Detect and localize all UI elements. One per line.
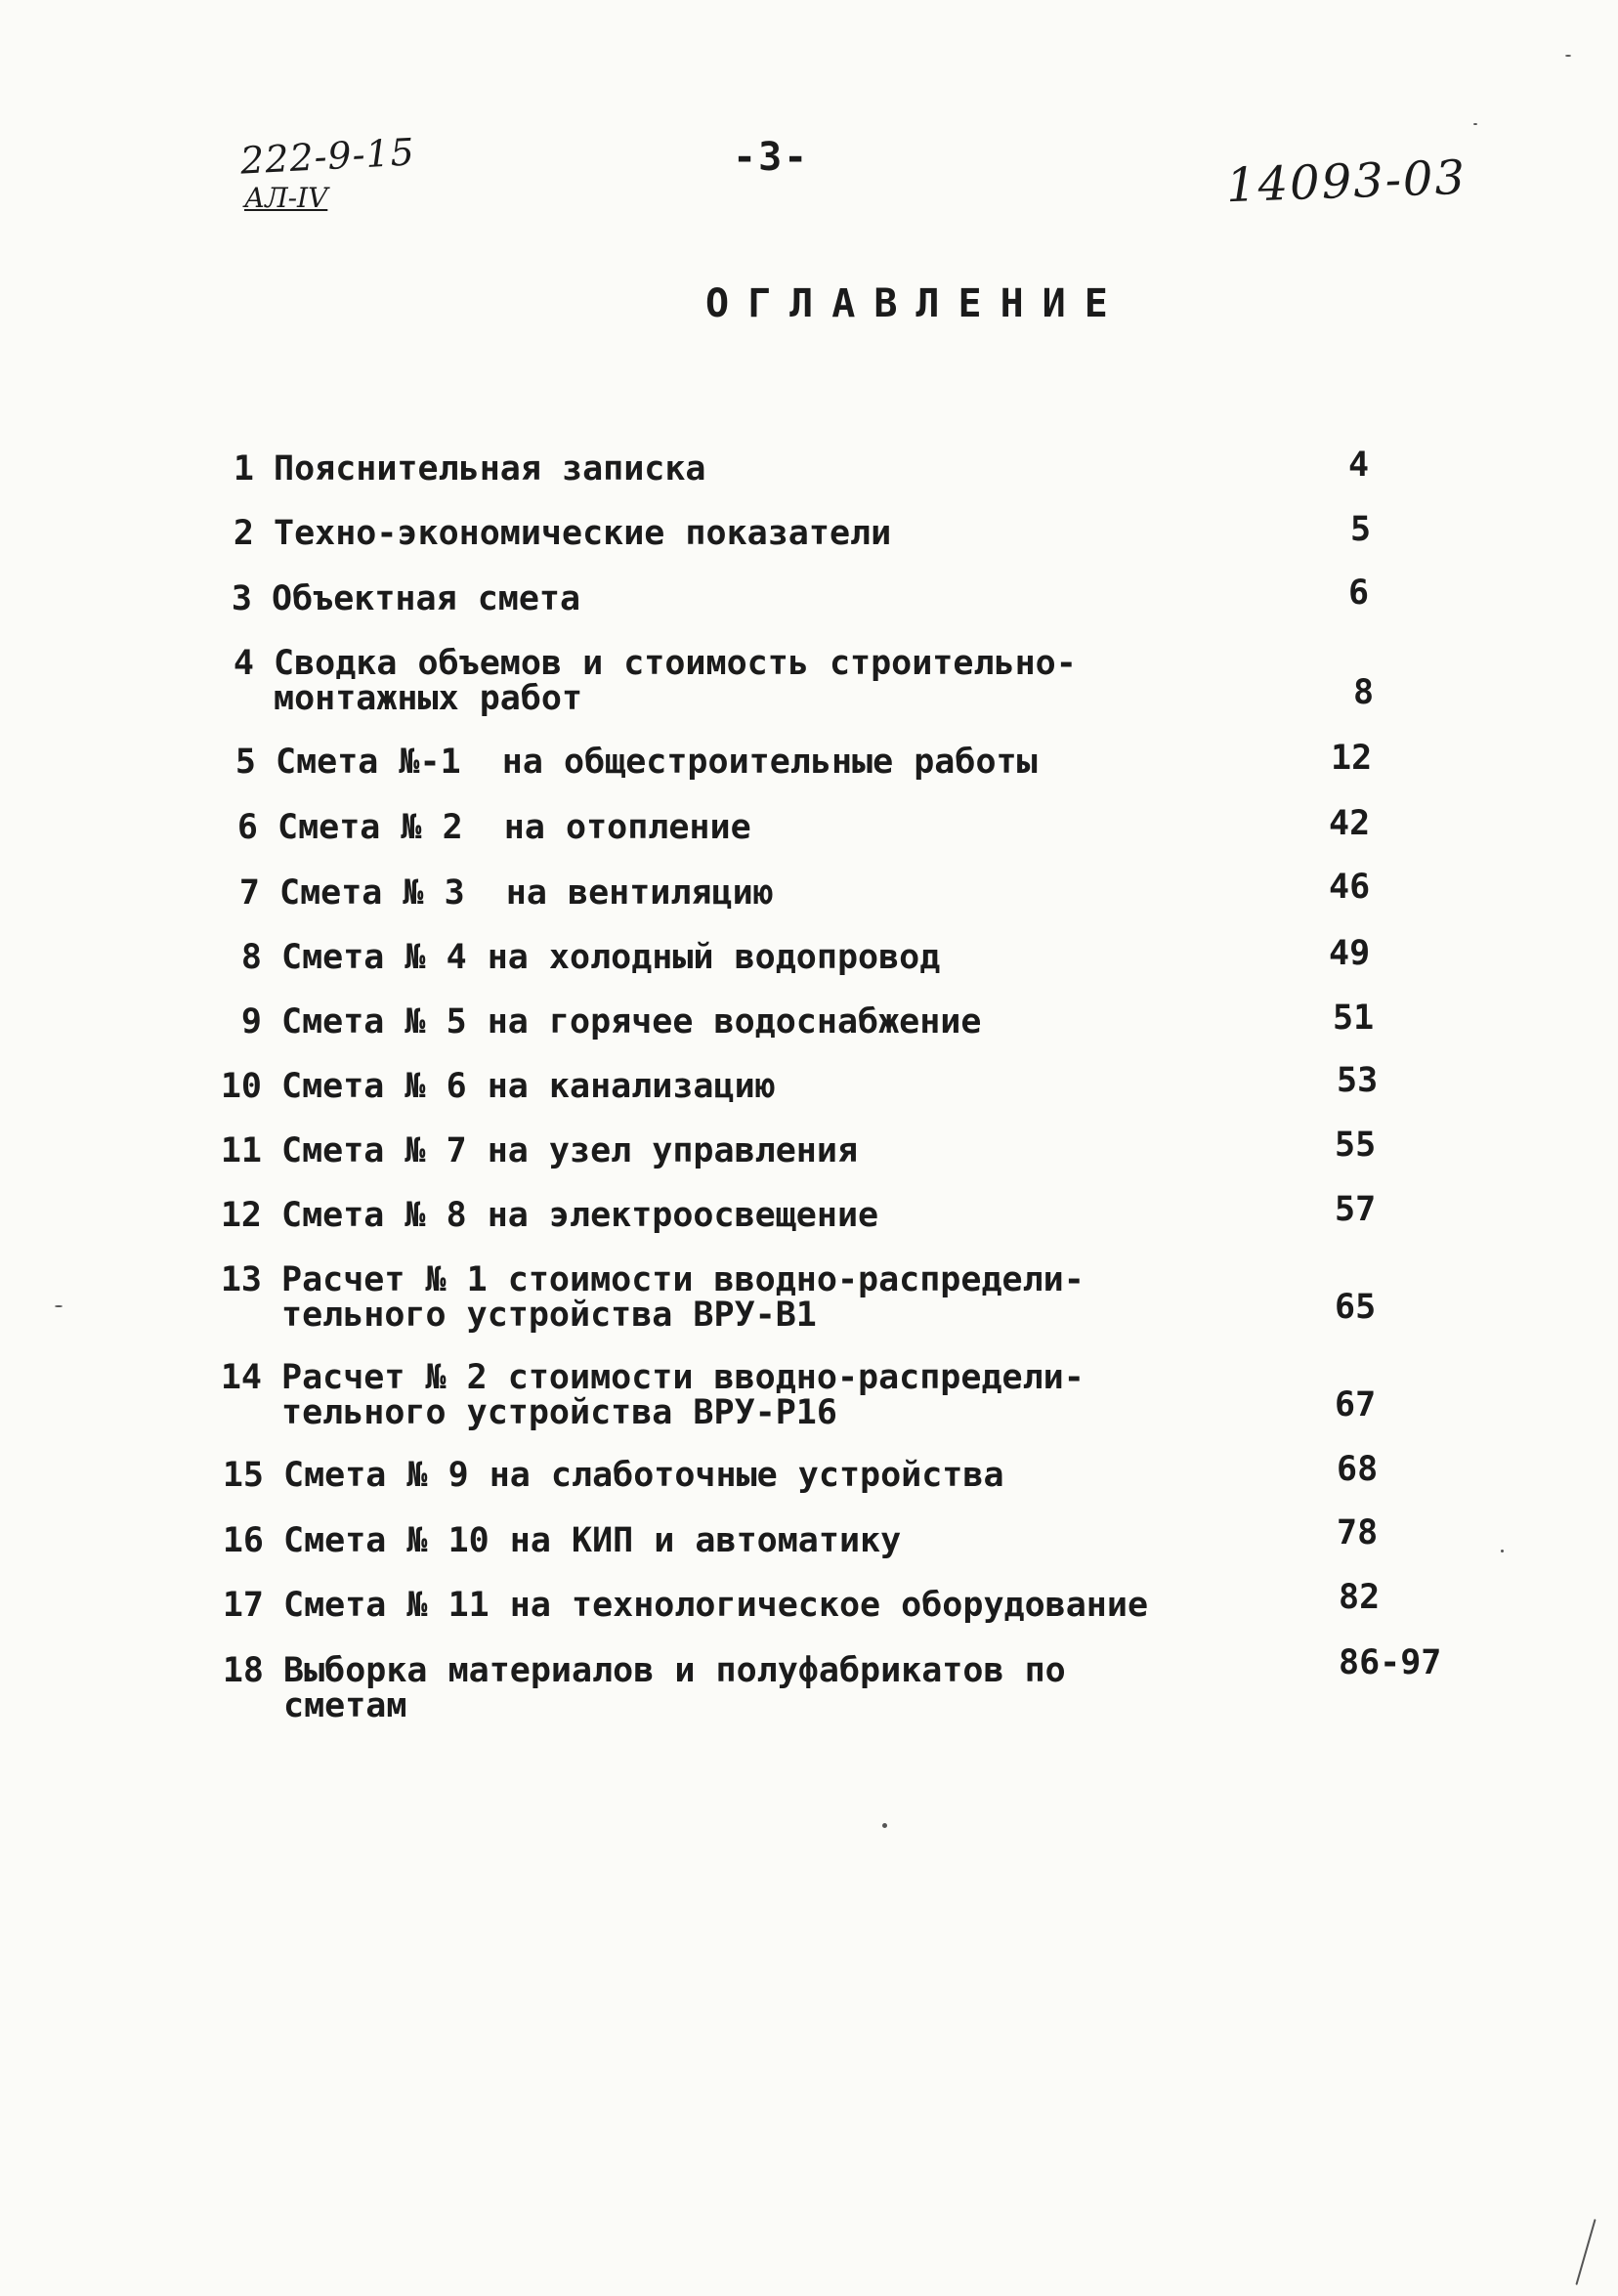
scan-speck: [55, 1305, 63, 1307]
toc-item-title: Смета № 3 на вентиляцию: [279, 873, 774, 913]
toc-item-title: Пояснительная записка: [274, 449, 706, 489]
toc-item-title: Объектная смета: [272, 579, 581, 618]
toc-item-page: 51: [1333, 999, 1375, 1038]
toc-item-page: 67: [1335, 1385, 1377, 1424]
toc-item-number: 12: [220, 1196, 262, 1235]
toc-item-title: Смета № 5 на горячее водоснабжение: [281, 1002, 982, 1042]
toc-item-number: 17: [222, 1586, 264, 1625]
toc-item-number: 4: [233, 644, 254, 683]
toc-item-page: 12: [1331, 739, 1373, 778]
toc-item-title: Сводка объемов и стоимость строительно- монтажных работ: [274, 644, 1077, 718]
scan-speck: [1501, 1550, 1504, 1552]
toc-item-number: 14: [220, 1358, 262, 1397]
scan-speck: [1473, 123, 1477, 125]
toc-item-number: 7: [238, 873, 260, 913]
toc-item-page: 55: [1335, 1126, 1377, 1165]
toc-item-page: 82: [1339, 1578, 1381, 1617]
toc-item-number: 18: [222, 1651, 264, 1690]
scan-speck: [1565, 55, 1571, 57]
toc-title: ОГЛАВЛЕНИЕ: [705, 281, 1127, 326]
toc-item-number: 6: [236, 808, 258, 847]
toc-item-number: 15: [222, 1456, 264, 1495]
toc-item-number: 16: [222, 1521, 264, 1560]
page-number: -3-: [733, 135, 810, 180]
scan-speck: [1575, 2219, 1596, 2285]
toc-item-number: 2: [233, 514, 254, 553]
toc-item-title: Смета № 4 на холодный водопровод: [281, 938, 941, 977]
toc-item-number: 5: [234, 743, 256, 782]
toc-item-title: Расчет № 2 стоимости вводно-распредели- тельного устройства ВРУ-Р16: [281, 1358, 1085, 1432]
toc-item-number: 8: [240, 938, 262, 977]
document-code-left: 222-9-15: [238, 130, 416, 183]
toc-item-title: Выборка материалов и полуфабрикатов по сметам: [283, 1651, 1066, 1725]
toc-item-number: 11: [220, 1131, 262, 1170]
toc-item-title: Смета № 10 на КИП и автоматику: [283, 1521, 902, 1560]
toc-item-number: 13: [220, 1260, 262, 1299]
toc-item-title: Смета № 6 на канализацию: [281, 1067, 776, 1106]
toc-item-page: 6: [1348, 574, 1370, 613]
toc-item-number: 9: [240, 1002, 262, 1042]
toc-item-number: 3: [231, 579, 252, 618]
toc-item-title: Смета № 11 на технологическое оборудование: [283, 1586, 1149, 1625]
document-code: 14093-03: [1225, 149, 1468, 214]
toc-item-page: 78: [1337, 1513, 1379, 1552]
document-code-left-sub: АЛ-IV: [244, 182, 328, 214]
toc-item-page: 49: [1329, 934, 1371, 973]
toc-item-title: Смета № 8 на электроосвещение: [281, 1196, 879, 1235]
toc-item-page: 42: [1329, 804, 1371, 843]
toc-item-page: 65: [1335, 1288, 1377, 1327]
scan-speck: [882, 1823, 887, 1828]
toc-item-number: 1: [233, 449, 254, 489]
toc-item-title: Расчет № 1 стоимости вводно-распредели- тельного устройства ВРУ-В1: [281, 1260, 1085, 1335]
toc-item-page: 86-97: [1339, 1643, 1442, 1682]
toc-item-page: 5: [1350, 510, 1372, 549]
toc-item-title: Смета № 9 на слаботочные устройства: [283, 1456, 1004, 1495]
toc-item-page: 4: [1348, 446, 1370, 485]
toc-item-page: 46: [1329, 868, 1371, 907]
toc-item-page: 53: [1337, 1061, 1379, 1100]
toc-item-page: 8: [1353, 673, 1375, 712]
toc-item-page: 68: [1337, 1450, 1379, 1489]
toc-item-title: Смета № 2 на отопление: [277, 808, 751, 847]
toc-item-title: Смета № 7 на узел управления: [281, 1131, 859, 1170]
toc-item-title: Техно-экономические показатели: [274, 514, 892, 553]
toc-item-page: 57: [1335, 1190, 1377, 1229]
toc-item-number: 10: [220, 1067, 262, 1106]
toc-item-title: Смета №-1 на общестроительные работы: [276, 743, 1038, 782]
